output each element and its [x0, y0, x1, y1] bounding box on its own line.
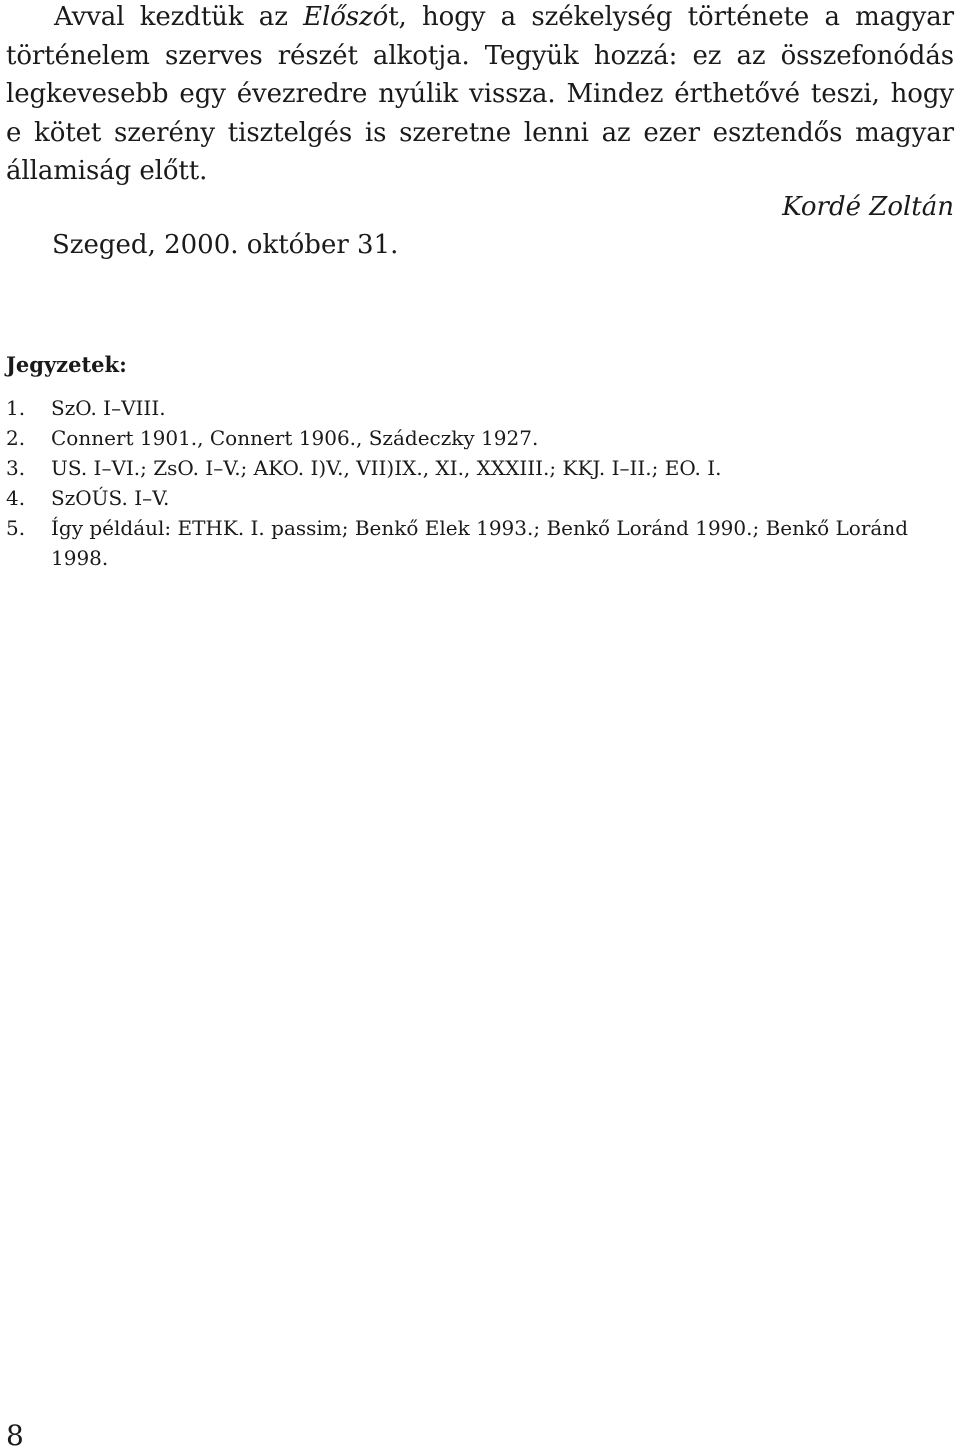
notes-list [6, 393, 954, 573]
page-number: 8 [6, 1419, 24, 1452]
paragraph-lead: Avval kezdtük az [54, 2, 304, 32]
note-number: 4. [6, 486, 26, 510]
note-number: 5. [6, 516, 26, 540]
note-number: 2. [6, 426, 26, 450]
note-item [6, 453, 954, 483]
note-text: Connert 1901., Connert 1906., Szádeczky 1927. [51, 426, 539, 450]
paragraph-rest: t, hogy a székelység története a magyar történelem szerves részét alkotja. Tegyük hozzá: ez az összefonódás legkevesebb egy évezredre nyúlik vissza. Mindez érthetővé teszi, hogy e kötet szerény tisztelgés is szeretne lenni az ezer esztendős magyar államiság előtt. [6, 2, 954, 186]
place-date: Szeged, 2000. október 31. [52, 230, 399, 260]
note-item [6, 423, 954, 453]
note-number: 3. [6, 456, 26, 480]
note-item [6, 513, 954, 573]
notes-heading: Jegyzetek: [6, 352, 127, 377]
author-signature: Kordé Zoltán [782, 192, 954, 222]
note-text: SzO. I–VIII. [51, 396, 166, 420]
paragraph [6, 0, 954, 191]
note-number: 1. [6, 396, 26, 420]
note-text: Így például: ETHK. I. passim; Benkő Elek 1993.; Benkő Loránd 1990.; Benkő Loránd 1998. [51, 516, 909, 570]
note-item [6, 393, 954, 423]
note-item [6, 483, 954, 513]
italic-title: Előszó [303, 2, 389, 32]
note-text: SzOÚS. I–V. [51, 486, 170, 510]
note-text: US. I–VI.; ZsO. I–V.; AKO. I)V., VII)IX., XI., XXXIII.; KKJ. I–II.; EO. I. [51, 456, 722, 480]
body-text [6, 0, 954, 191]
